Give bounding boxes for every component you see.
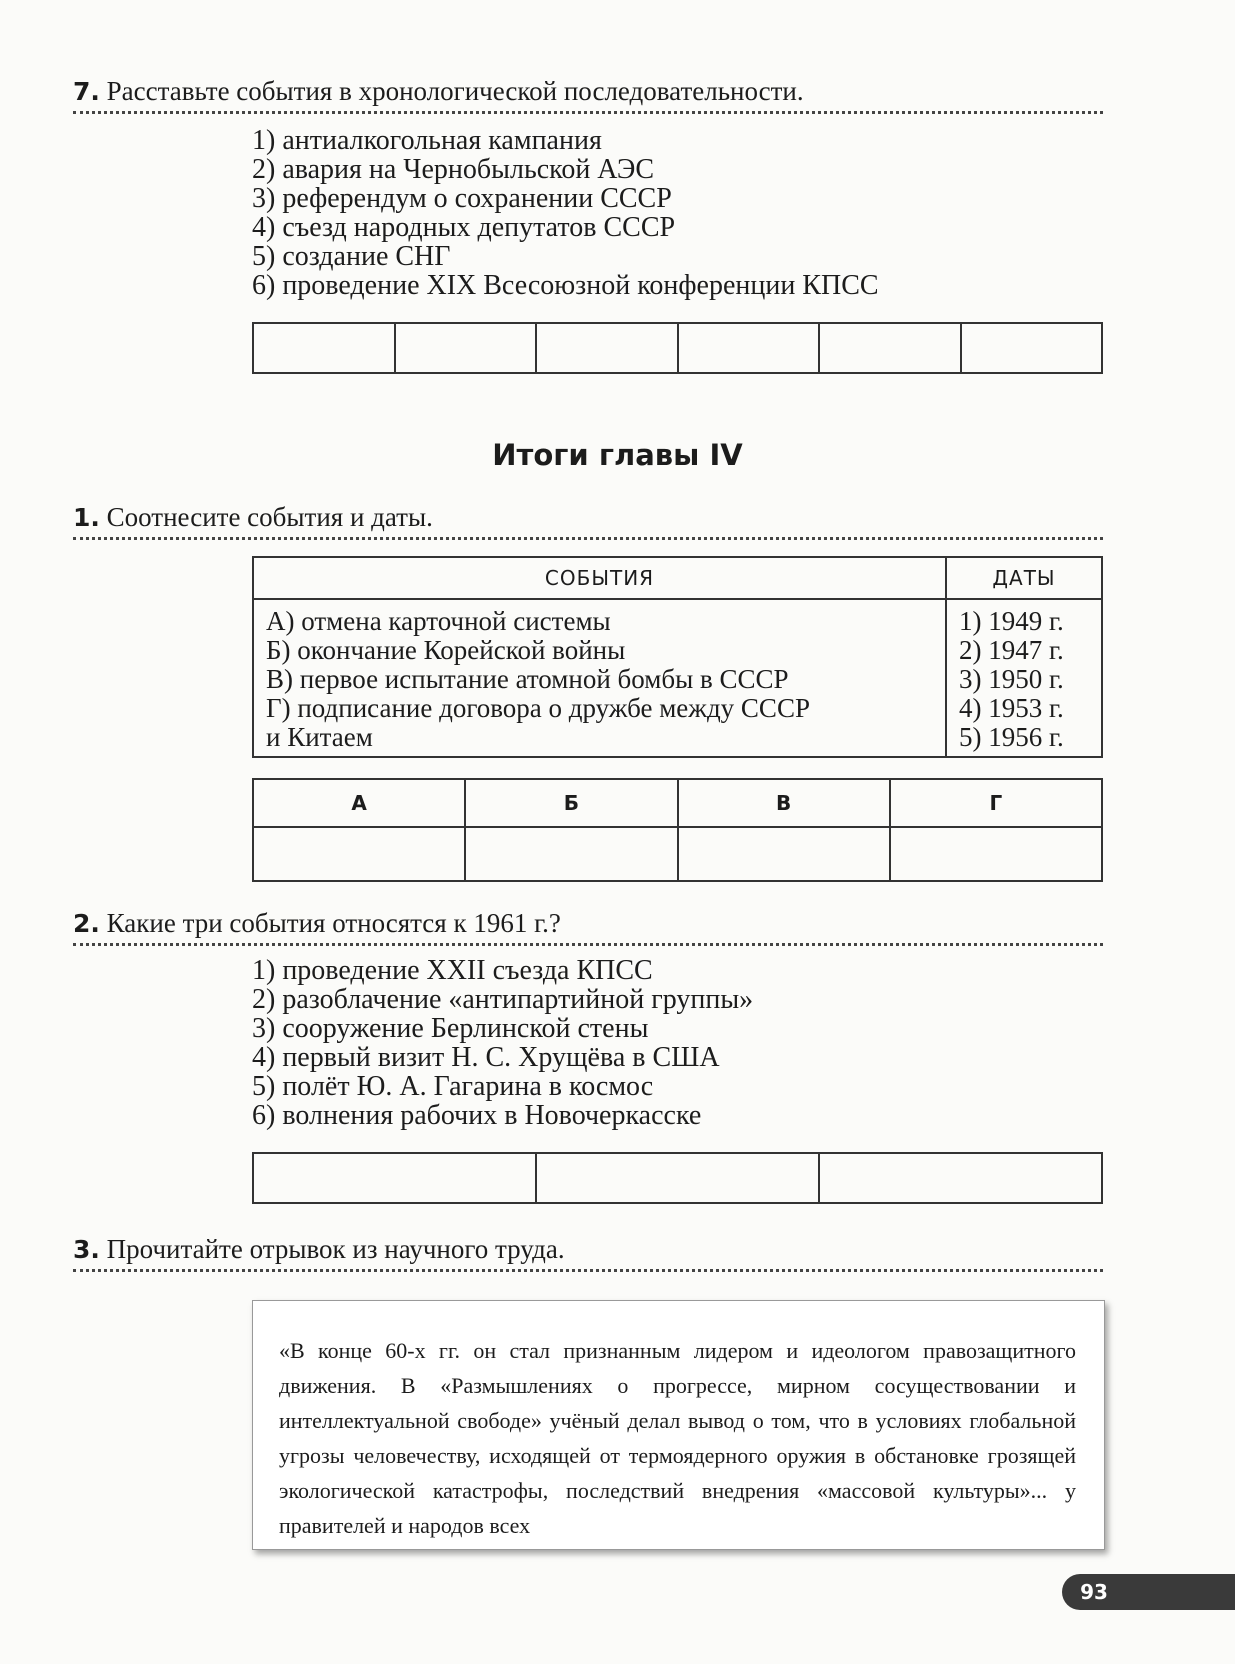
event-item: Г) подписание договора о дружбе между СССР [266, 693, 810, 723]
dates-column-header: ДАТЫ [946, 557, 1102, 599]
list-item: 6) волнения рабочих в Новочеркасске [252, 1100, 702, 1131]
answer-cell[interactable] [818, 324, 960, 372]
answer-cell[interactable] [465, 827, 677, 881]
list-item: 2) авария на Чернобыльской АЭС [252, 154, 654, 185]
task-2-answer-grid [252, 1152, 1103, 1204]
list-item: 6) проведение XIX Всесоюзной конференции КПСС [252, 270, 879, 301]
answer-cell[interactable] [535, 1154, 818, 1202]
event-item: и Китаем [266, 722, 373, 752]
events-column-header: СОБЫТИЯ [253, 557, 946, 599]
date-item: 5) 1956 г. [959, 722, 1064, 752]
event-item: А) отмена карточной системы [266, 606, 611, 636]
list-item: 5) полёт Ю. А. Гагарина в космос [252, 1071, 654, 1102]
list-item: 4) первый визит Н. С. Хрущёва в США [252, 1042, 720, 1073]
list-item: 5) создание СНГ [252, 241, 451, 272]
list-item: 3) сооружение Берлинской стены [252, 1013, 649, 1044]
date-item: 1) 1949 г. [959, 606, 1064, 636]
answer-letter: В [678, 779, 890, 827]
list-item: 2) разоблачение «антипартийной группы» [252, 984, 754, 1015]
list-item: 4) съезд народных депутатов СССР [252, 212, 676, 243]
answer-cell[interactable] [254, 324, 394, 372]
answer-cell[interactable] [535, 324, 677, 372]
events-cell [253, 599, 946, 757]
task-text: Прочитайте отрывок из научного труда. [106, 1234, 565, 1264]
answer-cell[interactable] [677, 324, 819, 372]
task-1-answer-table [252, 778, 1103, 882]
task-number: 7. [73, 77, 100, 106]
events-list [266, 607, 933, 752]
task-text: Какие три события относятся к 1961 г.? [106, 908, 561, 938]
section-title: Итоги главы IV [492, 438, 743, 472]
task-number: 2. [73, 909, 100, 938]
list-item: 1) антиалкогольная кампания [252, 125, 602, 156]
answer-cell[interactable] [394, 324, 536, 372]
event-item: В) первое испытание атомной бомбы в СССР [266, 664, 789, 694]
dates-cell [946, 599, 1102, 757]
answer-cell[interactable] [890, 827, 1102, 881]
list-item: 1) проведение XXII съезда КПСС [252, 955, 653, 986]
answer-letter: А [253, 779, 465, 827]
answer-cell[interactable] [253, 827, 465, 881]
task-2-heading [73, 906, 1103, 946]
quote-box [252, 1300, 1105, 1550]
page-number: 93 [1080, 1580, 1108, 1604]
answer-letter: Г [890, 779, 1102, 827]
list-item: 3) референдум о сохранении СССР [252, 183, 672, 214]
answer-cell[interactable] [678, 827, 890, 881]
dates-list [959, 607, 1089, 752]
answer-letter: Б [465, 779, 677, 827]
task-1-heading [73, 500, 1103, 540]
date-item: 4) 1953 г. [959, 693, 1064, 723]
event-item: Б) окончание Корейской войны [266, 635, 626, 665]
quote-text: «В конце 60-х гг. он стал признанным лидером и идеологом правозащитного движения. В «Размышлениях о прогрессе, мирном сосуществовании и интеллектуальной свободе» учёный делал вывод о том, что в условиях глобальной угрозы человечеству, исходящей от термоядерного оружия в обстановке грозящей экологической катастрофы, последствий внедрения «массовой культуры»... у правителей и народов всех [279, 1338, 1076, 1538]
task-2-list [252, 956, 753, 1130]
date-item: 3) 1950 г. [959, 664, 1064, 694]
events-dates-table [252, 556, 1103, 758]
task-7-answer-grid [252, 322, 1103, 374]
task-text: Расставьте события в хронологической последовательности. [106, 76, 804, 106]
task-number: 1. [73, 503, 100, 532]
task-number: 3. [73, 1235, 100, 1264]
task-text: Соотнесите события и даты. [106, 502, 433, 532]
answer-cell[interactable] [254, 1154, 535, 1202]
date-item: 2) 1947 г. [959, 635, 1064, 665]
task-7-heading [73, 74, 1103, 114]
answer-cell[interactable] [818, 1154, 1101, 1202]
answer-cell[interactable] [960, 324, 1102, 372]
task-3-heading [73, 1232, 1103, 1272]
task-7-list [252, 126, 879, 300]
